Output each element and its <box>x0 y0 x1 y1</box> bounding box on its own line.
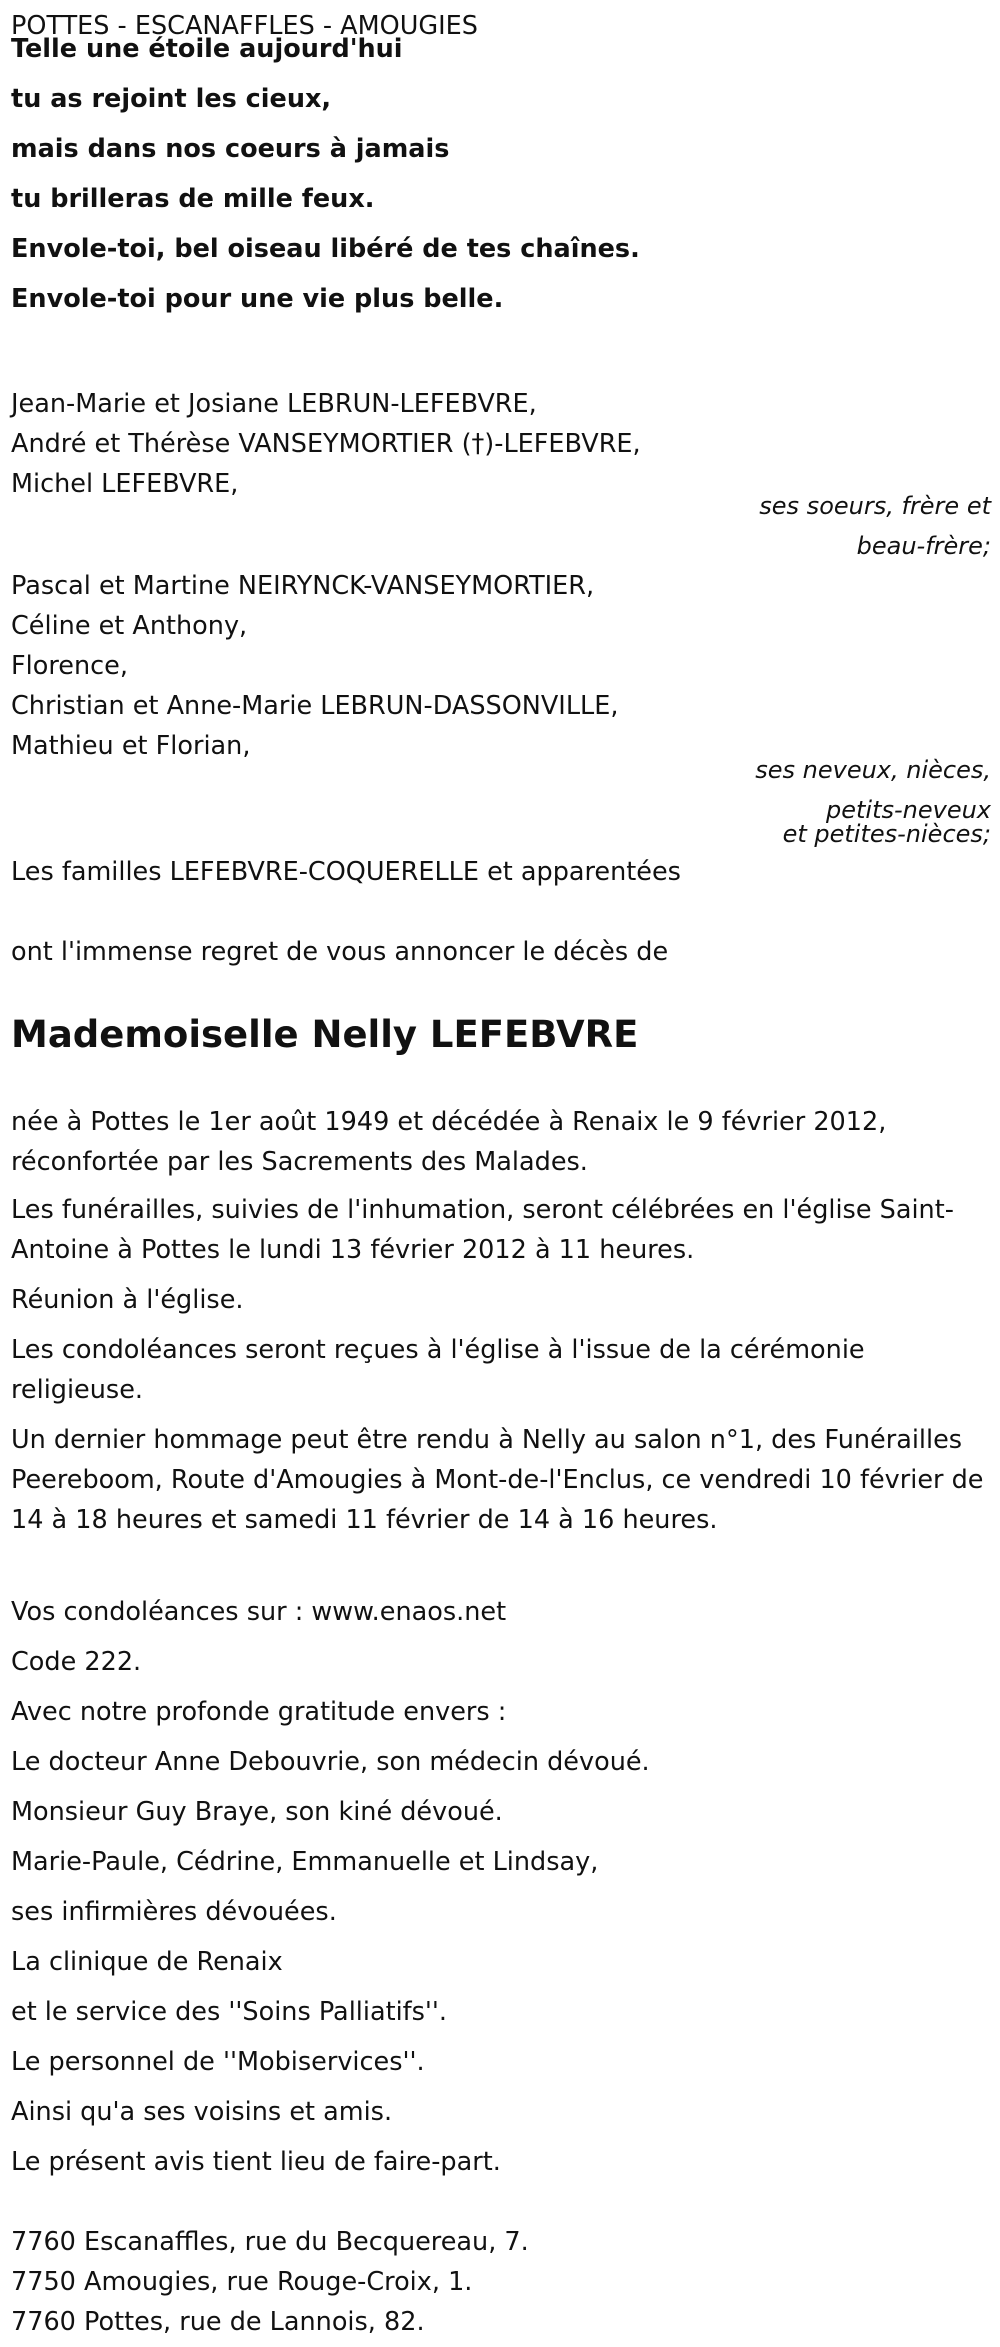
family-member: Michel LEFEBVRE, <box>11 469 239 499</box>
family-member: Céline et Anthony, <box>11 611 248 641</box>
text-line: Monsieur Guy Braye, son kiné dévoué. <box>11 1797 503 1827</box>
address: 7750 Amougies, rue Rouge-Croix, 1. <box>11 2267 473 2297</box>
poem-line: tu as rejoint les cieux, <box>11 84 332 114</box>
poem-line: Envole-toi pour une vie plus belle. <box>11 284 504 314</box>
poem-line: tu brilleras de mille feux. <box>11 184 375 214</box>
paragraph: Réunion à l'église. <box>11 1285 244 1315</box>
poem-line: Envole-toi, bel oiseau libéré de tes chaînes. <box>11 234 640 264</box>
family-member: Jean-Marie et Josiane LEBRUN-LEFEBVRE, <box>11 389 537 419</box>
family-member: Pascal et Martine NEIRYNCK-VANSEYMORTIER, <box>11 571 595 601</box>
text-line: Vos condoléances sur : www.enaos.net <box>11 1597 507 1627</box>
family-role: et petites-nièces; <box>782 820 991 848</box>
family-member: Florence, <box>11 651 128 681</box>
family-role: ses neveux, nièces, <box>755 756 991 784</box>
location-header: POTTES - ESCANAFFLES - AMOUGIES <box>11 11 478 41</box>
address: 7760 Escanaffles, rue du Becquereau, 7. <box>11 2227 529 2257</box>
family-role: ses soeurs, frère et <box>759 492 991 520</box>
text-line: Le docteur Anne Debouvrie, son médecin dévoué. <box>11 1747 650 1777</box>
text-line: et le service des ''Soins Palliatifs''. <box>11 1997 448 2027</box>
text-line: Le personnel de ''Mobiservices''. <box>11 2047 425 2077</box>
poem-line: Telle une étoile aujourd'hui <box>11 34 403 64</box>
address: 7760 Pottes, rue de Lannois, 82. <box>11 2307 425 2337</box>
families-line: Les familles LEFEBVRE-COQUERELLE et apparentées <box>11 857 681 887</box>
family-member: Christian et Anne-Marie LEBRUN-DASSONVILLE, <box>11 691 619 721</box>
text-line: Code 222. <box>11 1647 142 1677</box>
family-role: petits-neveux <box>825 796 991 824</box>
deceased-name: Mademoiselle Nelly LEFEBVRE <box>11 1013 639 1056</box>
paragraph: Un dernier hommage peut être rendu à Nelly au salon n°1, des Funérailles Peereboom, Route d'Amougies à Mont-de-l'Enclus, ce vendredi 10 février de 14 à 18 heures et samedi 11 février de 14 à 16 heures. <box>11 1425 984 1535</box>
text-line: Ainsi qu'a ses voisins et amis. <box>11 2097 393 2127</box>
text-line: ses infirmières dévouées. <box>11 1897 337 1927</box>
family-role: beau-frère; <box>856 532 991 560</box>
text-line: La clinique de Renaix <box>11 1947 283 1977</box>
text-line: Avec notre profonde gratitude envers : <box>11 1697 507 1727</box>
family-member: Mathieu et Florian, <box>11 731 251 761</box>
poem-line: mais dans nos coeurs à jamais <box>11 134 450 164</box>
text-line: Le présent avis tient lieu de faire-part. <box>11 2147 501 2177</box>
announcement: ont l'immense regret de vous annoncer le décès de <box>11 937 669 967</box>
family-member: André et Thérèse VANSEYMORTIER (†)-LEFEBVRE, <box>11 429 641 459</box>
text-line: Marie-Paule, Cédrine, Emmanuelle et Lindsay, <box>11 1847 599 1877</box>
paragraph: Les condoléances seront reçues à l'église à l'issue de la cérémonie religieuse. <box>11 1335 865 1405</box>
paragraph: née à Pottes le 1er août 1949 et décédée à Renaix le 9 février 2012, réconfortée par les Sacrements des Malades. <box>11 1107 887 1177</box>
paragraph: Les funérailles, suivies de l'inhumation, seront célébrées en l'église Saint-Antoine à Pottes le lundi 13 février 2012 à 11 heures. <box>11 1195 954 1265</box>
